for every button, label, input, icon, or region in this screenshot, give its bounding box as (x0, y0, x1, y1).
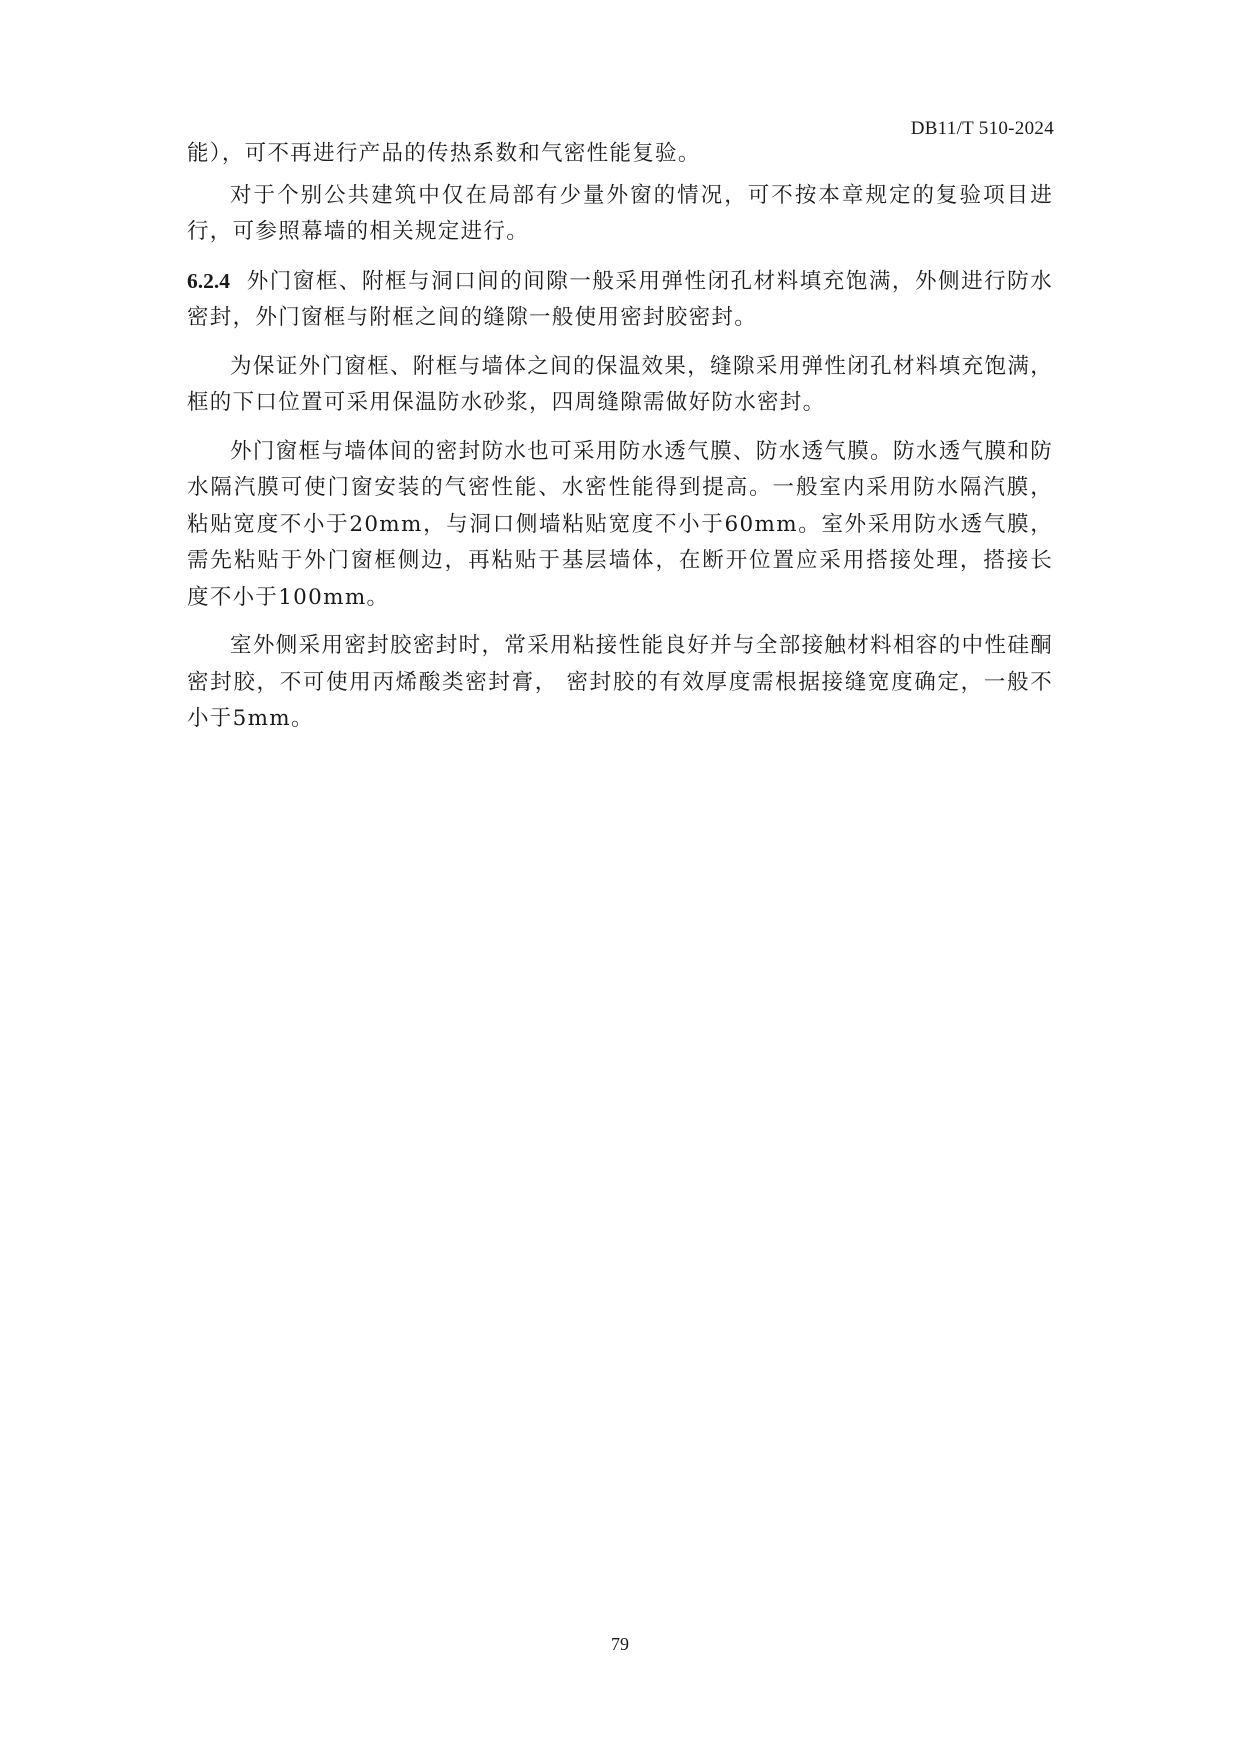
body-content (187, 136, 1053, 750)
standard-code: DB11/T 510-2024 (910, 118, 1054, 139)
paragraph-curtain-wall-note: 对于个别公共建筑中仅在局部有少量外窗的情况，可不按本章规定的复验项目进行，可参照幕墙的相关规定进行。 (187, 182, 1053, 244)
clause-number: 6.2.4 (187, 268, 230, 293)
paragraph-insulation: 为保证外门窗框、附框与墙体之间的保温效果，缝隙采用弹性闭孔材料填充饱满，框的下口位置可采用保温防水砂浆，四周缝隙需做好防水密封。 (187, 353, 1053, 415)
clause-text: 外门窗框、附框与洞口间的间隙一般采用弹性闭孔材料填充饱满，外侧进行防水密封，外门窗框与附框之间的缝隙一般使用密封胶密封。 (187, 268, 1053, 330)
paragraph-continuation: 能），可不再进行产品的传热系数和气密性能复验。 (187, 141, 701, 166)
paragraph-membrane: 外门窗框与墙体间的密封防水也可采用防水透气膜、防水透气膜。防水透气膜和防水隔汽膜可使门窗安装的气密性能、水密性能得到提高。一般室内采用防水隔汽膜，粘贴宽度不小于20mm，与洞口侧墙粘贴宽度不小于60mm。室外采用防水透气膜，需先粘贴于外门窗框侧边，再粘贴于基层墙体，在断开位置应采用搭接处理，搭接长度不小于100mm。 (187, 438, 1053, 610)
page-number: 79 (611, 1634, 629, 1654)
paragraph-sealant: 室外侧采用密封胶密封时，常采用粘接性能良好并与全部接触材料相容的中性硅酮密封胶，不可使用丙烯酸类密封膏， 密封胶的有效厚度需根据接缝宽度确定，一般不小于5mm。 (187, 633, 1053, 731)
clause-6-2-4 (187, 263, 1053, 337)
